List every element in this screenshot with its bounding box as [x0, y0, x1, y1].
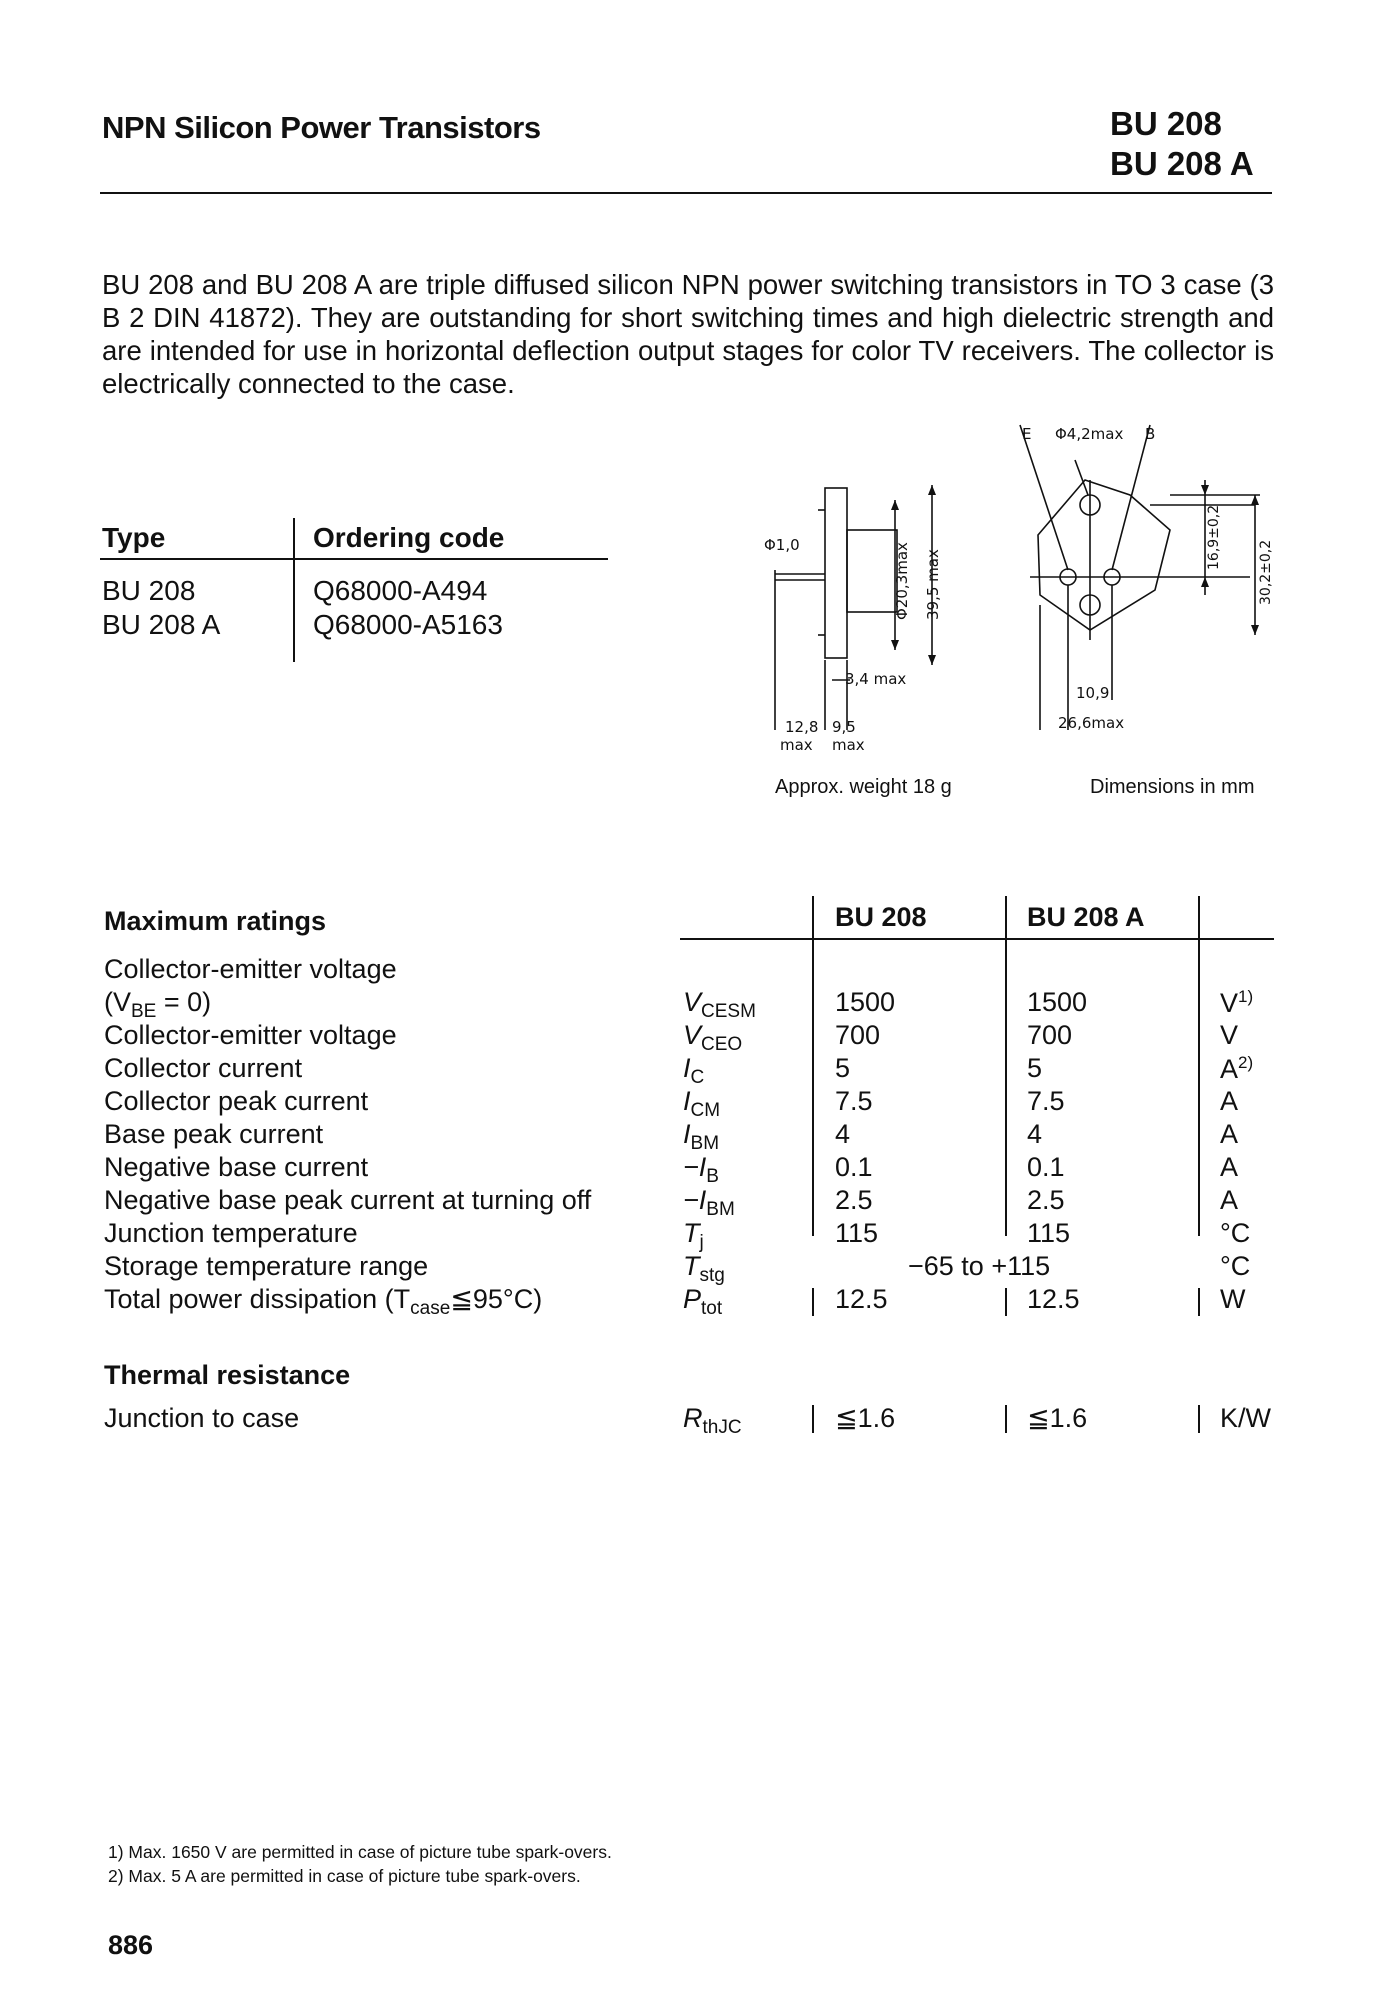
dim-pin-pitch: 10,9 [1076, 684, 1110, 702]
thermal-divider-1 [812, 1405, 814, 1433]
thermal-unit: K/W [1220, 1403, 1271, 1433]
type-row-1-code: Q68000-A494 [313, 575, 488, 606]
units-note: Dimensions in mm [1090, 776, 1255, 798]
page-title: NPN Silicon Power Transistors [102, 110, 541, 145]
ratings-divider-1b [812, 1288, 814, 1316]
dim-overall-height: 39,5 max [924, 549, 942, 620]
ratings-symbol: $I_{CM}$ [683, 1086, 721, 1121]
ratings-row [0, 1152, 1374, 1185]
ratings-divider-3b [1198, 1288, 1200, 1316]
ratings-header-rule [680, 938, 1274, 940]
thermal-row [0, 1403, 1374, 1436]
ratings-value-bu208a: 12.5 [1027, 1284, 1080, 1314]
ratings-row [0, 1020, 1374, 1053]
dim-body-height: Φ20,3max [893, 542, 911, 620]
ratings-row [0, 987, 1374, 1020]
ratings-param: Collector-emitter voltage [104, 1020, 397, 1050]
dim-hole-spacing: 30,2±0,2 [1258, 539, 1274, 605]
ratings-param: Junction temperature [104, 1218, 358, 1248]
ratings-symbol: $V_{CESM}$ [683, 987, 756, 1022]
type-row-2-code: Q68000-A5163 [313, 609, 503, 640]
label-emitter: E [1022, 425, 1032, 443]
ratings-symbol: $-I_B$ [683, 1152, 719, 1187]
thermal-divider-3 [1198, 1405, 1200, 1433]
ratings-row [0, 1251, 1374, 1284]
ratings-symbol: $T_j$ [683, 1218, 704, 1253]
ratings-unit: W [1220, 1284, 1246, 1314]
package-side-view-drawing [740, 470, 960, 760]
ratings-value-span: −65 to +115 [908, 1251, 1051, 1281]
dim-pin-length: 12,8 [785, 718, 819, 736]
ratings-unit: A [1220, 1185, 1239, 1215]
ratings-row [0, 1053, 1374, 1086]
ratings-unit: °C [1220, 1218, 1251, 1248]
type-designation [1110, 104, 1254, 184]
dim-overall-width: 26,6max [1058, 714, 1125, 732]
thermal-value-bu208: ≦1.6 [835, 1403, 896, 1433]
ratings-value-bu208: 7.5 [835, 1086, 873, 1116]
thermal-param: Junction to case [104, 1403, 300, 1433]
package-top-view-drawing [1000, 420, 1290, 740]
ratings-symbol: $-I_{BM}$ [683, 1185, 735, 1220]
dim-max-label-2: max [832, 736, 865, 754]
page-number: 886 [108, 1930, 154, 1960]
weight-note: Approx. weight 18 g [775, 776, 952, 798]
ratings-value-bu208: 4 [835, 1119, 851, 1149]
ratings-symbol: $T_{stg}$ [683, 1251, 725, 1286]
col-type-header: Type [102, 522, 166, 553]
ratings-row [0, 1185, 1374, 1218]
type-designation-2: BU 208 A [1110, 145, 1254, 182]
ratings-value-bu208a: 1500 [1027, 987, 1088, 1017]
ratings-param: $(V_{BE} = 0)$ [104, 987, 212, 1022]
ratings-row [0, 1119, 1374, 1152]
footnotes [108, 1840, 612, 1888]
ratings-param: Total power dissipation $(T_{case}≦95^\circ C)$ [104, 1284, 543, 1319]
ratings-value-bu208: 1500 [835, 987, 896, 1017]
ratings-value-bu208a: 7.5 [1027, 1086, 1065, 1116]
ratings-param: Collector peak current [104, 1086, 369, 1116]
ratings-col-bu208a: BU 208 A [1027, 902, 1145, 932]
thermal-divider-2 [1005, 1405, 1007, 1433]
ratings-value-bu208a: 700 [1027, 1020, 1073, 1050]
ratings-divider-2b [1005, 1288, 1007, 1316]
ratings-value-bu208a: 0.1 [1027, 1152, 1065, 1182]
ratings-unit: $V^{1)}$ [1220, 987, 1254, 1018]
ratings-symbol: $P_{tot}$ [683, 1284, 723, 1319]
ratings-unit: A [1220, 1152, 1239, 1182]
ratings-value-bu208: 5 [835, 1053, 851, 1083]
dim-body-depth: 9,5 [832, 718, 856, 736]
ratings-col-bu208: BU 208 [835, 902, 927, 932]
ratings-heading: Maximum ratings [104, 906, 327, 936]
description-text: BU 208 and BU 208 A are triple diffused silicon NPN power switching transistors in TO 3 case (3 B 2 DIN 41872). They are outstanding for short switching times and high dielectric strength and are intended for use in horizontal deflection output stages for color TV receivers. The collector is electrically connected to the case. [102, 269, 1274, 399]
ratings-value-bu208: 700 [835, 1020, 881, 1050]
ratings-value-bu208a: 115 [1027, 1218, 1071, 1248]
dim-max-label-1: max [780, 736, 813, 754]
ratings-unit: V [1220, 1020, 1239, 1050]
ratings-row [0, 1218, 1374, 1251]
footnote-1: 1) Max. 1650 V are permitted in case of picture tube spark-overs. [108, 1842, 612, 1862]
ratings-value-bu208: 115 [835, 1218, 879, 1248]
ratings-value-bu208a: 4 [1027, 1119, 1043, 1149]
ratings-unit: A [1220, 1086, 1239, 1116]
ratings-row [0, 1086, 1374, 1119]
ratings-param: Collector-emitter voltage [104, 954, 397, 984]
ratings-unit: A [1220, 1119, 1239, 1149]
ratings-param: Storage temperature range [104, 1251, 429, 1281]
dim-flange: 3,4 max [845, 670, 907, 688]
ratings-param: Negative base peak current at turning off [104, 1185, 592, 1215]
ratings-param: Negative base current [104, 1152, 369, 1182]
ratings-value-bu208a: 2.5 [1027, 1185, 1065, 1215]
ratings-row [0, 1284, 1374, 1317]
ratings-unit: $A^{2)}$ [1220, 1053, 1254, 1084]
type-row-2-type: BU 208 A [102, 609, 221, 640]
dim-hole-diameter: Φ4,2max [1055, 425, 1124, 443]
ratings-symbol: $V_{CEO}$ [683, 1020, 743, 1055]
ratings-param: Base peak current [104, 1119, 324, 1149]
type-table-rule [100, 558, 608, 560]
ratings-param: Collector current [104, 1053, 303, 1083]
ratings-value-bu208: 2.5 [835, 1185, 873, 1215]
header-rule [100, 192, 1272, 194]
ratings-row [0, 954, 1374, 987]
thermal-value-bu208a: ≦1.6 [1027, 1403, 1088, 1433]
description [102, 268, 1274, 400]
footnote-2: 2) Max. 5 A are permitted in case of picture tube spark-overs. [108, 1866, 581, 1886]
col-code-header: Ordering code [313, 522, 505, 553]
dim-pin-diameter: Φ1,0 [764, 536, 800, 554]
ratings-symbol: $I_{BM}$ [683, 1119, 720, 1154]
thermal-heading: Thermal resistance [104, 1360, 351, 1390]
ratings-value-bu208a: 5 [1027, 1053, 1043, 1083]
thermal-symbol: $R_{thJC}$ [683, 1403, 742, 1438]
label-base: B [1145, 425, 1156, 443]
ratings-symbol: $I_C$ [683, 1053, 705, 1088]
ratings-value-bu208: 0.1 [835, 1152, 873, 1182]
dim-pin-spacing: 16,9±0,2 [1206, 504, 1222, 570]
ratings-unit: °C [1220, 1251, 1251, 1281]
type-designation-1: BU 208 [1110, 105, 1222, 142]
type-row-1-type: BU 208 [102, 575, 196, 606]
ratings-value-bu208: 12.5 [835, 1284, 888, 1314]
type-table-divider [293, 518, 295, 662]
